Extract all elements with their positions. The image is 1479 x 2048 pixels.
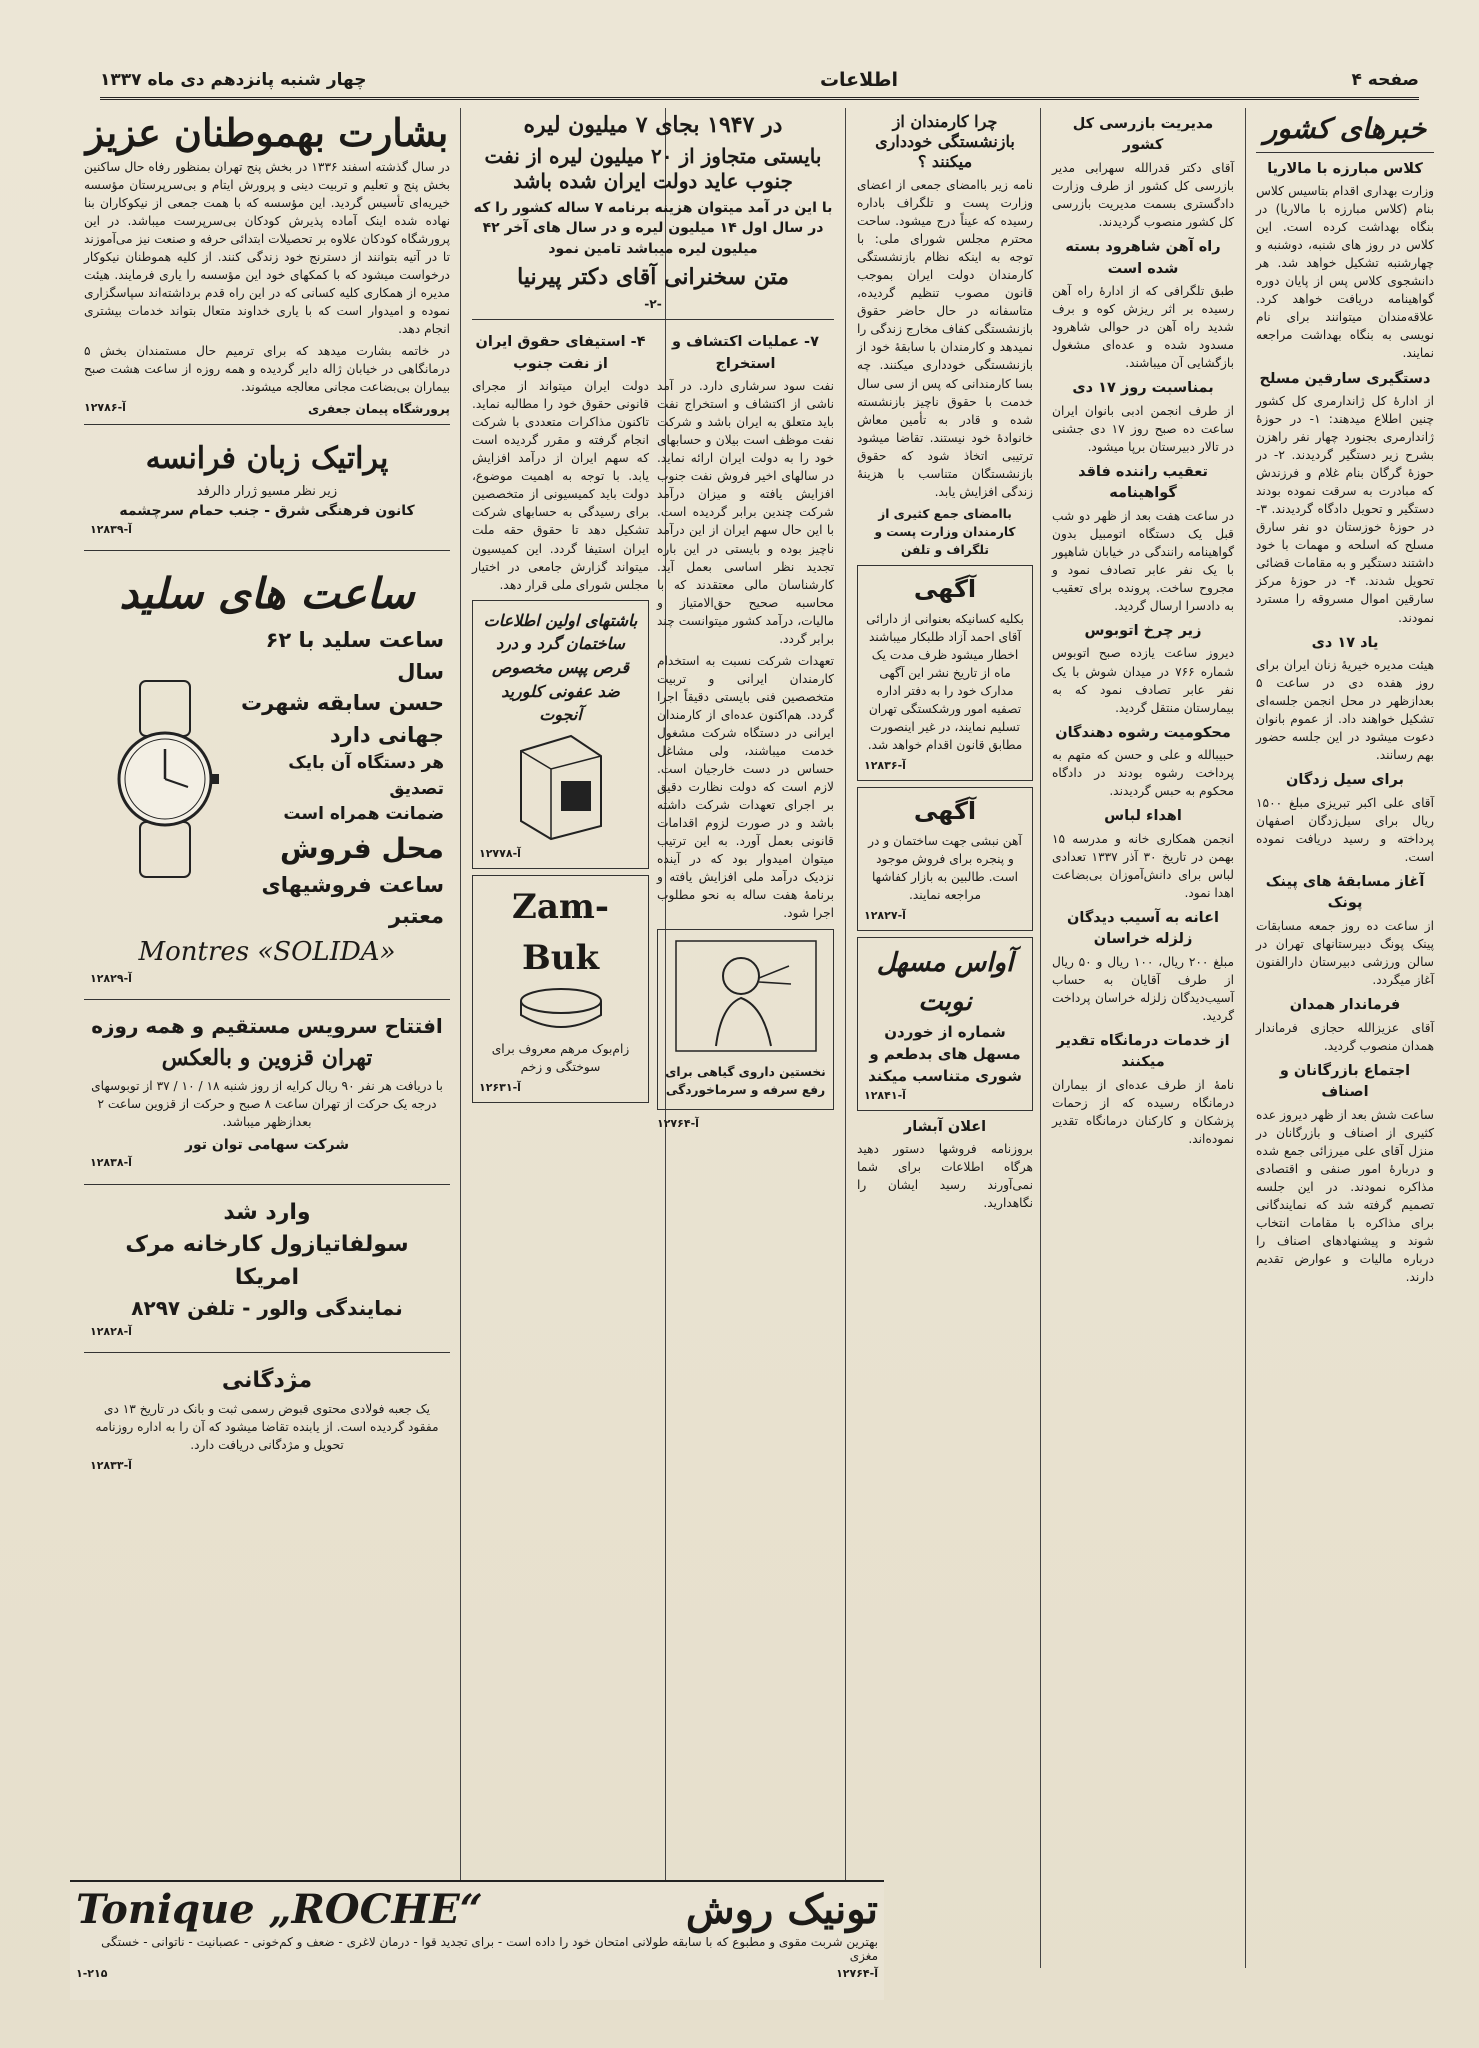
ad-title: افتتاح سرویس مستقیم و همه روزه — [91, 1014, 443, 1039]
ad-title: ساعت های سلید — [119, 569, 415, 619]
ad-code: آ-۱۲۸۲۷ — [864, 908, 906, 922]
section-title: خبرهای کشور — [1263, 112, 1427, 145]
announcement-signature: پرورشگاه پیمان جعفری — [308, 402, 450, 417]
ad-body: با دریافت هر نفر ۹۰ ریال کرایه از روز شنبه ۱۸ / ۱۰ / ۳۷ از توبوسهای درجه یک حرکت از تهران ساعت ۸ صبح و حرکت از قزوین ساعت ۲ بعدازظهر میباشد. — [91, 1078, 443, 1129]
laxative-ad — [857, 937, 1033, 1111]
column-rule — [1040, 108, 1041, 1968]
article-headline: راه آهن شاهرود بسته شده است — [1065, 239, 1221, 277]
notice-ad — [857, 565, 1033, 781]
oil-subcolumn-right — [657, 326, 834, 1132]
article-headline: زیر چرخ اتوبوس — [1084, 623, 1202, 640]
ad-code: آ-۱۲۸۲۸ — [90, 1324, 132, 1338]
ad-body: آهن نبشی جهت ساختمان و در و پنجره برای فروش موجود است. طالبین به بازار کفاشها مراجعه نمایند. — [868, 833, 1022, 902]
column-oil-article — [466, 108, 840, 1968]
column-ads — [78, 108, 456, 1968]
ad-code-2: ۱-۲۱۵ — [76, 1967, 108, 1980]
medicine-illustration-ad — [657, 929, 834, 1110]
section-headline: ۷- عملیات اکتشاف و استخراج — [672, 334, 819, 372]
column-rule — [460, 108, 461, 1968]
article-body: از ادارهٔ کل ژاندارمری کل کشور چنین اطلاع میدهند: ۱- در حوزهٔ ژاندارمری بجنورد چهار نفر راهزن بشرح زیر دستگیر گردیدند. ۲- در حوزهٔ گرگان بنام غلام و فرزندش که مبادرت به سرقت نموده بودند دستگیر و تحویل دادگاه گردیدند. ۳- در حوزهٔ خوزستان دو نفر سارق مسلح که اسلحه و مهمات با خود داشتند دستگیر و به مقامات قضائی تحویل شدند. ۴- در حوزهٔ مرکز سارقین اموال مسروقه را مسترد نمودند. — [1256, 393, 1434, 625]
ad-line: ساعت فروشیهای معتبر — [261, 872, 444, 929]
column-letters — [851, 108, 1039, 1968]
article-headline: از خدمات درمانگاه تقدیر میکنند — [1056, 1032, 1230, 1071]
ad-line: نمایندگی والور - تلفن ۸۲۹۷ — [131, 1296, 403, 1321]
article-headline: کلاس مبارزه با مالاریا — [1267, 160, 1423, 177]
article-headline-2: بایستی متجاوز از ۲۰ میلیون لیره از نفت جنوب عاید دولت ایران شده باشد — [484, 143, 822, 193]
article-body: از ساعت ده روز جمعه مسابقات پینک پونگ دبیرستانهای تهران در سالن ورزشی دبیرستان دارالفنون آغاز میگردد. — [1256, 918, 1434, 987]
article-body: هیئت مدیره خیریهٔ زنان ایران برای روز هفده دی در ساعت ۵ بعدازظهر در محل انجمن جلسه‌ای تشکیل خواهند داد. از عموم بانوان دعوت میشود در این جلسه حضور بهم رسانند. — [1256, 658, 1434, 763]
ad-title: آگهی — [913, 797, 977, 826]
column-rule — [1245, 108, 1246, 1968]
ad-code: آ-۱۲۶۳۱ — [479, 1081, 521, 1095]
article-body: از طرف انجمن ادبی بانوان ایران ساعت ده صبح روز ۱۷ دی جشنی در تالار دبیرستان برپا میشود. — [1052, 403, 1234, 454]
article-body: ساعت شش بعد از ظهر دیروز عده کثیری از اصناف و بازرگانان در منزل آقای علی میرزائی جمع شده و دربارهٔ امور صنفی و اقتصادی مذاکره نمودند. در این جلسه تصمیم گرفته شد که نمایندگانی برای مذاکره با مقامات انتخاب شوند و پیشنهادهای اصناف را درباره مالیات و عوارض تقدیم دارند. — [1256, 1107, 1434, 1284]
brand-name-fa: تونیک روش — [685, 1886, 878, 1933]
article-body: نامه زیر باامضای جمعی از اعضای وزارت پست و تلگراف باداره رسیده که عیناً درج میشود. ساحت محترم مجلس شورای ملی: با توجه به اینکه نظام بازنشستگی کارمندان دولت ایران بموجب قانون مصوب تنظیم گردیده، متاسفانه در حال حاضر حقوق بازنشستگی کفاف مخارج زندگی را نمیدهد و کارمندان با سابقهٔ خود از بازنشستگی خودداری میکنند. چه بسا کارمندانی که پس از سی سال خدمت با حقوق ناچیز بازنشسته شده و قادر به تأمین معاش خانوادهٔ خود نیستند. تقاضا میشود ترتیبی اتخاذ شود که حقوق بازنشستگان متناسب با هزینهٔ زندگی افزایش یابد. — [857, 178, 1033, 499]
notice-body: بروزنامه فروشها دستور دهید هرگاه اطلاعات برای شما نمی‌آورند رسید ایشان را نگاهدارید. — [857, 1142, 1033, 1211]
article-headline: اهداء لباس — [1104, 808, 1182, 825]
article-body: نامهٔ از طرف عده‌ای از بیماران درمانگاه رسیده که از زحمات پزشکان و کارکنان درمانگاه تقدیر نموده‌اند. — [1052, 1077, 1234, 1147]
announcement-title: بشارت بهموطنان عزیز — [85, 110, 449, 155]
ad-code: آ-۱۲۸۳۹ — [90, 522, 132, 536]
ad-line: سولفاتیازول کارخانه مرک امریکا — [125, 1232, 409, 1290]
article-headline: اعانه به آسیب دیدگان زلزله خراسان — [1067, 909, 1219, 948]
article-headline: آغاز مسابقهٔ های پینک پونک — [1265, 873, 1425, 912]
article-headline: مدیریت بازرسی کل کشور — [1072, 116, 1214, 154]
ad-code: آ-۱۲۸۴۱ — [864, 1088, 906, 1102]
ad-code: آ-۱۲۷۶۴ — [657, 1116, 699, 1130]
import-ad — [84, 1191, 450, 1347]
article-body: در ساعت هفت بعد از ظهر دو شب قبل یک دستگاه اتومبیل بدون گواهینامه رانندگی در خیابان شاهپور با یک نفر عابر تصادف نمود و مجروح ساخت. پرونده برای تعقیب به دادسرا ارسال گردید. — [1052, 508, 1234, 613]
medicine-box-icon — [501, 731, 621, 841]
ad-title: پراتیک زبان فرانسه — [145, 441, 389, 477]
article-body: آقای علی اکبر تبریزی مبلغ ۱۵۰۰ ریال برای سیل‌زدگان اصفهان پرداخته و رسید دریافت نموده است. — [1256, 795, 1434, 864]
ad-subtitle: زیر نظر مسیو ژرار دالرفد — [196, 483, 338, 499]
article-headline: فرماندار همدان — [1289, 997, 1401, 1014]
speaker-line: متن سخنرانی آقای دکتر پیرنیا — [517, 263, 789, 290]
ad-code: آ-۱۲۸۳۸ — [90, 1156, 132, 1170]
ad-line: حسن سابقه شهرت — [241, 691, 444, 716]
ad-line: ضمانت همراه است — [283, 804, 444, 825]
paper-name: اطلاعات — [819, 68, 898, 91]
ad-body: نخستین داروی گیاهی برای رفع سرفه و سرماخوردگی — [665, 1064, 826, 1097]
masthead — [100, 62, 1419, 100]
ad-code: آ-۱۲۸۳۳ — [90, 1458, 132, 1472]
article-body: نفت سود سرشاری دارد. در آمد ناشی از اکتشاف و استخراج نفت باید متعلق به ایران باشد و شرکت نفت موظف است بیلان و حسابهای خود را به دولت ایران ارائه نماید. در سالهای اخیر فروش نفت جنوب افزایش یافته و میزان درآمد شرکت چندین برابر گردیده است. با این حال سهم ایران از این درآمد ناچیز بوده و بایستی در این باره تجدید نظر اساسی بعمل آید. کارشناسان مالی معتقدند که با محاسبه صحیح حق‌الامتیاز و مالیات، درآمد کشور میتوانست چند برابر گردد. — [657, 379, 834, 646]
reward-ad — [84, 1359, 450, 1480]
article-subhead: با این در آمد میتوان هزینه برنامه ۷ ساله کشور را که در سال اول ۱۴ میلیون لیره و در سال های آخر ۴۲ میلیون لیره میباشد تامین نمود — [473, 199, 833, 257]
article-body: آقای عزیزالله حجازی فرماندار همدان منصوب گردید. — [1256, 1020, 1434, 1053]
ad-body: باشتهای اولین اطلاعات ساختمان گرد و درد قرص پپس مخصوص ضد عفونی کلورید آنجوت — [483, 610, 638, 725]
article-headline: در ۱۹۴۷ بجای ۷ میلیون لیره — [523, 112, 783, 138]
ad-body: یک جعبه فولادی محتوی قبوض رسمی ثبت و بانک در تاریخ ۱۳ دی مفقود گردیده است. از یابنده تقاضا میشود که آن را به اداره روزنامه تحویل و مژدگانی دریافت دارد. — [95, 1401, 439, 1452]
article-body: وزارت بهداری اقدام بتاسیس کلاس بنام (کلاس مبارزه با مالاریا) در بنگاه بهداشت کرده است. این کلاس در روز های شنبه، دوشنبه و چهارشنبه تشکیل خواهد شد. هر دانشجوی کلاس پس از پایان دوره گواهینامه دریافت خواهد کرد. علاقه‌مندان میتوانند برای نام نویسی به بنگاه بهداشت مراجعه نمایند. — [1256, 184, 1434, 361]
article-body: تعهدات شرکت نسبت به استخدام کارمندان ایرانی و تربیت متخصصین فنی بایستی دقیقاً اجرا گردد. هم‌اکنون عده‌ای از کارمندان ایرانی در دستگاه شرکت مشغول خدمت میباشند، ولی مشاغل حساس در دست خارجیان است. لازم است که دولت نظارت دقیق بر اجرای تعهدات شرکت داشته باشد و در صورت لزوم اقدامات قانونی بعمل آورد. به این ترتیب میتوان امیدوار بود که در آینده نزدیک درآمد ملی افزایش یافته و برنامهٔ هفت ساله به نحو مطلوب اجرا شود. — [657, 653, 834, 921]
announcement-body-2: در خاتمه بشارت میدهد که برای ترمیم حال مستمندان بخش ۵ درمانگاهی در خیابان ژاله دایر گردیده و همه روزه از ساعت هشت صبح بیماران بی‌بضاعت مجانی معالجه میشوند. — [84, 344, 450, 395]
ad-address: کانون فرهنگی شرق - جنب حمام سرچشمه — [119, 503, 415, 520]
article-body: طبق تلگرافی که از ادارهٔ راه آهن رسیده بر اثر ریزش کوه و برف شدید راه آهن در حوالی شاهرود مسدود شده و عده‌ای مشغول بازگشایی آن میباشند. — [1052, 284, 1234, 371]
issue-date: چهار شنبه پانزدهم دی ماه ۱۳۳۷ — [100, 69, 367, 90]
ad-code: آ-۱۲۸۲۹ — [90, 972, 132, 986]
ad-line: جهانی دارد — [329, 722, 444, 747]
part-number: -۲- — [644, 297, 662, 312]
page-number: صفحه ۴ — [1351, 69, 1419, 90]
article-headline: برای سیل زدگان — [1286, 772, 1404, 789]
column-news-country — [1250, 108, 1440, 1968]
article-signature: باامضای جمع کثیری از کارمندان وزارت پست و تلگراف و تلفن — [874, 506, 1016, 557]
column-rule — [845, 108, 846, 1968]
ointment-tin-icon — [516, 983, 606, 1033]
ad-body: بکلیه کسانیکه بعنوانی از دارائی آقای احمد آزاد طلبکار میباشند اخطار میشود ظرف مدت یک ماه از تاریخ نشر این آگهی مدارک خود را به دفتر اداره تصفیه امور ورشکستگی تهران تسلیم نمایند، در غیر اینصورت مطابق قانون اقدام خواهد شد. — [866, 611, 1024, 752]
ad-line: هر دستگاه آن بایک تصدیق — [288, 753, 444, 799]
article-headline: یاد ۱۷ دی — [1311, 634, 1379, 651]
notice-ad — [857, 787, 1033, 931]
article-body: دیروز ساعت یازده صبح اتوبوس شماره ۷۶۶ در میدان شوش با یک نفر عابر تصادف نمود که به بیمارستان منتقل گردید. — [1052, 646, 1234, 715]
ad-title: آواس مسهل نوبت — [876, 948, 1014, 1017]
ad-subtitle: تهران قزوین و بالعکس — [161, 1045, 373, 1072]
ad-code: آ-۱۲۷۸۶ — [84, 401, 126, 415]
pills-ad — [472, 600, 649, 870]
article-headline: اجتماع بازرگانان و اصناف — [1279, 1062, 1411, 1101]
wristwatch-icon — [90, 679, 240, 879]
article-headline: تعقیب راننده فاقد گواهینامه — [1078, 463, 1208, 502]
article-body: حبیبالله و علی و حسن که متهم به پرداخت رشوه بودند در دادگاه محکوم به حبس گردیدند. — [1052, 748, 1234, 799]
article-body: آقای دکتر قدرالله سهرابی مدیر بازرسی کل کشور از طرف وزارت دادگستری بسمت مدیریت بازرسی کل کشور منصوب گردیدند. — [1052, 160, 1234, 230]
ad-subtitle: شماره از خوردن مسهل های بدطعم و شوری متناسب میکند — [868, 1023, 1022, 1086]
tonique-roche-ad — [70, 1880, 884, 2000]
article-body: انجمن همکاری خانه و مدرسه ۱۵ بهمن در تاریخ ۳۰ آذر ۱۳۳۷ تعدادی لباس برای دانش‌آموزان بی‌بضاعت اهدا نمود. — [1052, 831, 1234, 900]
ad-title: مژدگانی — [221, 1368, 313, 1394]
ad-body: بهترین شربت مقوی و مطبوع که با سابقه طولانی امتحان خود را داده است - برای تجدید قوا - درمان لاغری - ضعف و کم‌خونی - عصبانیت - ناتوانی - خستگی مغزی — [101, 1935, 878, 1963]
watch-ad — [84, 557, 450, 993]
oil-subcolumn-left — [472, 326, 649, 1132]
article-headline: محکومیت رشوه دهندگان — [1055, 724, 1231, 741]
brand-name: Montres «SOLIDA» — [138, 936, 396, 967]
article-headline: دستگیری سارقین مسلح — [1259, 370, 1431, 387]
ad-code: آ-۱۲۷۶۴ — [836, 1967, 878, 1980]
announcement-body: در سال گذشته اسفند ۱۳۳۶ در بخش پنج تهران بمنظور رفاه حال ساکنین بخش پنج و تعلیم و تربیت دینی و پرورش ایتام و بی‌سرپرستان مؤسسه خیریه‌ای تأسیس گردید. این مؤسسه که با همت جمعی از نیکوکاران بنا نهاده شده اینک آماده پذیرش کودکان بی‌سرپرست میباشد. در این پرورشگاه کودکان علاوه بر تحصیلات ابتدائی حرفه و صنعت نیز می‌آموزند تا در آتیه بتوانند از دسترنج خود زندگی کنند. از کلیه هموطنان نیکوکار درخواست میشود که با کمکهای خود این مؤسسه را یاری فرمایند. هیئت مدیره از همکاری کلیه کسانی که در این راه قدم برداشته‌اند سپاسگزاری نموده و امیدوار است که با یاری خداوند متعال بتواند خدمات بیشتری انجام دهد. — [84, 159, 450, 337]
article-body: مبلغ ۲۰۰ ریال، ۱۰۰ ریال و ۵۰ ریال از طرف آقایان به حساب آسیب‌دیدگان زلزله خراسان پرداخت گردید. — [1052, 954, 1234, 1023]
brand-name: Zam-Buk — [512, 887, 609, 978]
ad-company: شرکت سهامی توان تور — [184, 1136, 350, 1153]
french-course-ad — [84, 431, 450, 544]
bus-service-ad — [84, 1006, 450, 1177]
article-headline: بمناسبت روز ۱۷ دی — [1072, 380, 1214, 397]
section-headline: ۴- استیفای حقوق ایران از نفت جنوب — [475, 334, 646, 372]
article-body: دولت ایران میتواند از مجرای قانونی حقوق خود را مطالبه نماید. تاکنون مذاکرات متعددی با شرکت انجام گرفته و مقرر گردیده است که سهم ایران از درآمد افزایش یابد. با توجه به اهمیت موضوع، دولت باید کمیسیونی از متخصصین برای رسیدگی به حسابهای شرکت تشکیل دهد تا حقوق حقه ملت ایران استیفا گردد. این کمیسیون میتواند گزارش جامعی در اختیار مجلس شورای ملی قرار دهد. — [472, 379, 649, 592]
ad-line: محل فروش — [279, 831, 444, 865]
ad-title: وارد شد — [223, 1199, 311, 1225]
article-headline: چرا کارمندان از بازنشستگی خودداری میکنند ؟ — [875, 112, 1015, 171]
ad-line: ساعت سلید با ۶۲ سال — [265, 628, 444, 684]
column-news-2 — [1046, 108, 1240, 1968]
brand-name-en: Tonique „ROCHE“ — [76, 1886, 483, 1933]
ad-title: آگهی — [913, 574, 977, 603]
man-coughing-illustration-icon — [671, 936, 821, 1056]
ad-body: زام‌بوک مرهم معروف برای سوختگی و زخم — [491, 1042, 630, 1075]
notice-title: اعلان آبشار — [903, 1118, 987, 1135]
zambuk-ad — [472, 875, 649, 1103]
ad-code: آ-۱۲۷۷۸ — [479, 847, 521, 861]
ad-code: آ-۱۲۸۳۶ — [864, 758, 906, 772]
